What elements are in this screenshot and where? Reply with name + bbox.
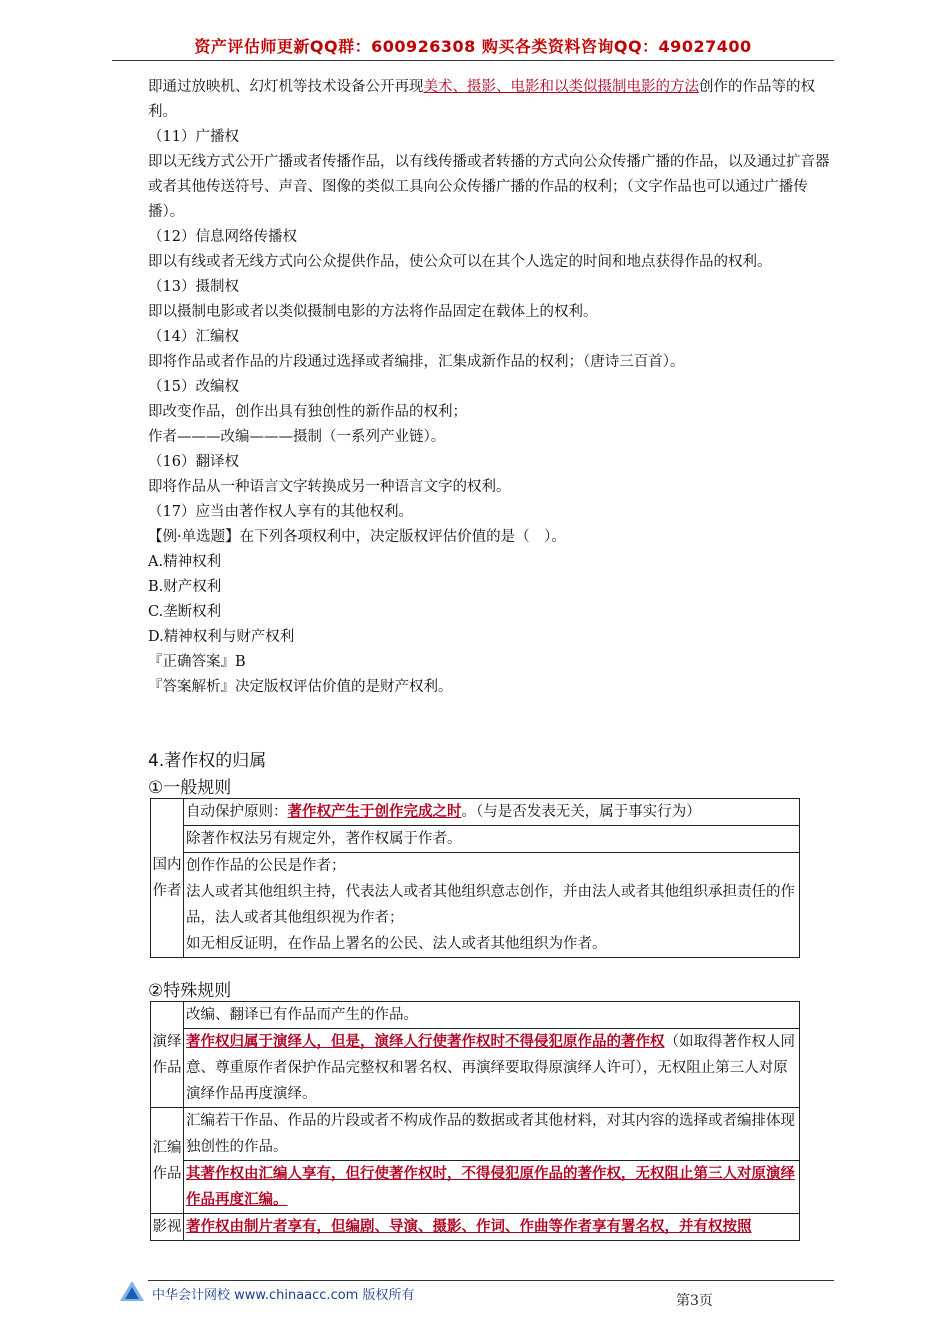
special-rules-title: ②特殊规则 bbox=[148, 981, 232, 1001]
table-cell: 改编、翻译已有作品而产生的作品。 bbox=[184, 1002, 800, 1029]
highlight-text: 著作权产生于创作完成之时 bbox=[287, 803, 462, 820]
section-title: 4.著作权的归属 bbox=[148, 751, 267, 771]
footer-divider bbox=[148, 1280, 834, 1281]
heading-network-right: （12）信息网络传播权 bbox=[148, 229, 297, 245]
table-cell bbox=[184, 799, 800, 826]
special-rules-table bbox=[150, 1001, 800, 1241]
question-stem: 【例·单选题】在下列各项权利中，决定版权评估价值的是（ ）。 bbox=[148, 529, 566, 545]
answer-analysis: 『答案解析』决定版权评估价值的是财产权利。 bbox=[148, 679, 453, 695]
table-cell bbox=[184, 1214, 800, 1241]
header-divider bbox=[112, 60, 834, 61]
paragraph-projection-right bbox=[148, 75, 838, 125]
cell-line: 法人或者其他组织主持，代表法人或者其他组织意志创作，并由法人或者其他组织承担责任的作品，法人或者其他组织视为作者； bbox=[186, 884, 795, 926]
highlight-text: 著作权由制片者享有，但编剧、导演、摄影、作词、作曲等作者享有署名权，并有权按照 bbox=[186, 1218, 752, 1235]
general-rules-table bbox=[150, 798, 800, 958]
page-number: 第3页 bbox=[676, 1293, 713, 1309]
table-side-label: 汇编作品 bbox=[151, 1108, 184, 1214]
paragraph-translation-right: 即将作品从一种语言文字转换成另一种语言文字的权利。 bbox=[148, 479, 511, 495]
heading-adaptation-right: （15）改编权 bbox=[148, 379, 239, 395]
heading-broadcast-right: （11）广播权 bbox=[148, 129, 239, 145]
text-span: 创作的作品等的权利。 bbox=[148, 79, 815, 120]
cell-line: 创作作品的公民是作者； bbox=[186, 858, 346, 874]
paragraph-adaptation-right: 即改变作品，创作出具有独创性的新作品的权利； bbox=[148, 404, 467, 420]
footer-site-text: 中华会计网校 www.chinaacc.com 版权所有 bbox=[152, 1288, 415, 1303]
main-body bbox=[148, 75, 838, 700]
option-d: D.精神权利与财产权利 bbox=[148, 629, 295, 645]
paragraph-compilation-right: 即将作品或者作品的片段通过选择或者编排，汇集成新作品的权利；（唐诗三百首）。 bbox=[148, 354, 685, 370]
heading-filming-right: （13）摄制权 bbox=[148, 279, 239, 295]
heading-other-rights: （17）应当由著作权人享有的其他权利。 bbox=[148, 504, 413, 520]
correct-answer: 『正确答案』B bbox=[148, 654, 246, 670]
table-cell bbox=[184, 1161, 800, 1214]
table-side-label: 国内作者 bbox=[151, 799, 184, 958]
option-b: B.财产权利 bbox=[148, 579, 222, 595]
highlight-text: 美术、摄影、电影和以类似摄制电影的方法 bbox=[423, 79, 699, 95]
table-cell bbox=[184, 853, 800, 958]
text-span: 自动保护原则： bbox=[186, 804, 288, 820]
heading-compilation-right: （14）汇编权 bbox=[148, 329, 239, 345]
highlight-text: 其著作权由汇编人享有，但行使著作权时，不得侵犯原作品的著作权，无权阻止第三人对原演绎作品再度汇编。 bbox=[186, 1165, 795, 1208]
table-cell: 汇编若干作品、作品的片段或者不构成作品的数据或者其他材料，对其内容的选择或者编排体现独创性的作品。 bbox=[184, 1108, 800, 1161]
table-side-label: 影视 bbox=[151, 1214, 184, 1241]
table-cell: 除著作权法另有规定外，著作权属于作者。 bbox=[184, 826, 800, 853]
paragraph-broadcast-right: 即以无线方式公开广播或者传播作品，以有线传播或者转播的方式向公众传播广播的作品，以及通过扩音器或者其他传送符号、声音、图像的类似工具向公众传播广播的作品的权利；（文字作品也可以通过广播传播）。 bbox=[148, 154, 830, 220]
text-span: （如取得著作权人同意、尊重原作者保护作品完整权和署名权、再演绎要取得原演绎人许可），无权阻止第三人对原演绎作品再度演绎。 bbox=[186, 1034, 795, 1102]
table-side-label: 演绎作品 bbox=[151, 1002, 184, 1108]
table-cell bbox=[184, 1029, 800, 1108]
page-header: 资产评估师更新QQ群：600926308 购买各类资料咨询QQ：49027400 bbox=[194, 37, 752, 56]
text-span: 。（与是否发表无关，属于事实行为） bbox=[461, 804, 701, 820]
option-c: C.垄断权利 bbox=[148, 604, 222, 620]
school-logo-icon bbox=[118, 1279, 146, 1303]
cell-line: 如无相反证明，在作品上署名的公民、法人或者其他组织为作者。 bbox=[186, 936, 607, 952]
option-a: A.精神权利 bbox=[148, 554, 222, 570]
paragraph-adaptation-chain: 作者———改编———摄制（一系列产业链）。 bbox=[148, 429, 446, 445]
general-rules-title: ①一般规则 bbox=[148, 778, 232, 798]
paragraph-filming-right: 即以摄制电影或者以类似摄制电影的方法将作品固定在载体上的权利。 bbox=[148, 304, 598, 320]
highlight-text: 著作权归属于演绎人，但是，演绎人行使著作权时不得侵犯原作品的著作权 bbox=[186, 1033, 665, 1050]
text-span: 即通过放映机、幻灯机等技术设备公开再现 bbox=[148, 79, 424, 95]
paragraph-network-right: 即以有线或者无线方式向公众提供作品，使公众可以在其个人选定的时间和地点获得作品的权利。 bbox=[148, 254, 772, 270]
heading-translation-right: （16）翻译权 bbox=[148, 454, 239, 470]
